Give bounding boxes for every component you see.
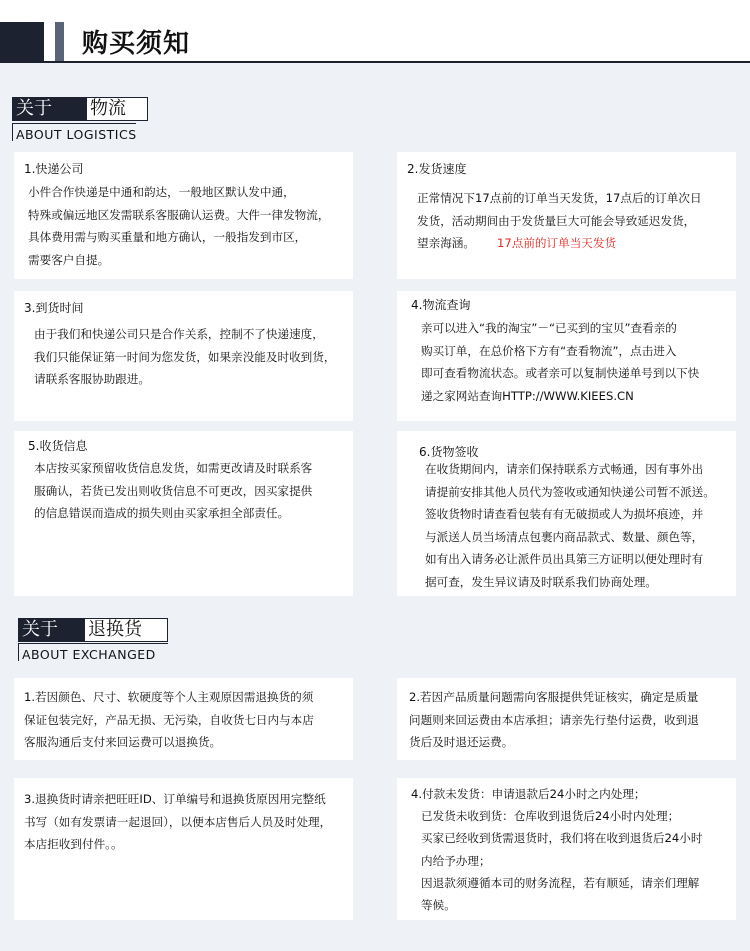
page-title: 购买须知	[82, 29, 191, 59]
exchange-card-4	[397, 778, 736, 920]
card-line: 客服沟通后支付来回运费可以退换货。	[24, 735, 222, 749]
card-line: 的信息错误而造成的损失则由买家承担全部责任。	[34, 506, 290, 520]
logistics-card-6	[397, 431, 736, 596]
card-line: 正常情况下17点前的订单当天发货，17点后的订单次日	[417, 191, 702, 205]
card-line: 递之家网站查询HTTP://WWW.KIEES.CN	[421, 388, 634, 403]
card-line: 买家已经收到货需退货时，我们将在收到退货后24小时	[421, 831, 703, 846]
card-line: 即可查看物流状态。或者亲可以复制快递单号到以下快	[421, 366, 700, 380]
exchange-heading-left: 关于	[18, 618, 84, 642]
exchange-card-3	[14, 778, 353, 920]
card-body	[24, 686, 314, 754]
card-body	[34, 323, 335, 391]
exchange-heading-vline	[18, 643, 19, 661]
logistics-card-1	[14, 152, 353, 279]
logistics-card-2	[397, 152, 736, 279]
header-divider	[0, 61, 750, 63]
card-line: 2.若因产品质量问题需向客服提供凭证核实，确定是质量	[409, 690, 699, 704]
card-line: 3.退换货时请亲把旺旺ID、订单编号和退换货原因用完整纸	[24, 792, 326, 806]
card-title: 4.物流查询	[411, 298, 471, 312]
logistics-heading-underline	[12, 123, 136, 124]
exchange-heading-right: 退换货	[84, 618, 168, 642]
card-line: 服确认，若货已发出则收货信息不可更改，因买家提供	[34, 483, 313, 498]
logistics-card-5	[14, 431, 353, 596]
logistics-heading-vline	[12, 123, 13, 141]
card-title: 2.发货速度	[407, 162, 467, 176]
card-line: 我们只能保证第一时间为您发货，如果亲没能及时收到货，	[34, 349, 336, 364]
card-line: 内给予办理；	[421, 853, 491, 868]
highlight-text: 17点前的订单当天发货	[496, 236, 617, 250]
card-title: 1.快递公司	[24, 162, 84, 176]
logistics-heading-left: 关于	[12, 97, 86, 121]
card-line: 1.若因颜色、尺寸、软硬度等个人主观原因需退换货的须	[24, 690, 314, 704]
card-line: 已发货未收到货：仓库收到退货后24小时内处理；	[421, 809, 680, 824]
card-line: 书写（如有发票请一起退回），以便本店售后人员及时处理，	[24, 814, 332, 829]
logistics-card-4	[397, 291, 736, 421]
card-title: 3.到货时间	[24, 301, 84, 315]
card-line: 与派送人员当场清点包裹内商品款式、数量、颜色等，	[425, 529, 704, 544]
card-line: 购买订单，在总价格下方有“查看物流”，点击进入	[421, 343, 677, 358]
logistics-card-3	[14, 291, 353, 421]
exchange-heading-underline	[18, 643, 168, 644]
card-body	[28, 181, 329, 271]
card-line: 问题则来回运费由本店承担；请亲先行垫付运费，收到退	[409, 712, 699, 727]
card-line: 保证包装完好，产品无损、无污染，自收货七日内与本店	[24, 712, 314, 727]
header-decor-block-dark	[0, 22, 44, 62]
card-body	[425, 458, 715, 593]
card-title: 5.收货信息	[28, 439, 88, 453]
card-line: 请联系客服协助跟进。	[34, 372, 150, 386]
card-line: 据可查，发生异议请及时联系我们协商处理。	[425, 574, 657, 589]
card-line: 具体费用需与购买重量和地方确认，一般指发到市区，	[28, 230, 307, 244]
card-line: 本店拒收到付件。。	[24, 837, 123, 851]
card-line: 如有出入请务必让派件员出具第三方证明以便处理时有	[425, 552, 704, 566]
card-line: 本店按买家预留收货信息发货，如需更改请及时联系客	[34, 461, 313, 475]
card-line: 等候。	[421, 898, 456, 913]
card-line: 亲可以进入“我的淘宝”－“已买到的宝贝”查看亲的	[421, 321, 677, 335]
card-line: 请提前安排其他人员代为签收或通知快递公司暂不派送。	[425, 484, 715, 499]
logistics-heading-right: 物流	[86, 97, 148, 121]
card-body	[409, 686, 699, 754]
card-body	[421, 317, 699, 407]
card-line: 需要客户自提。	[28, 252, 110, 267]
card-line: 小件合作快递是中通和韵达，一般地区默认发中通，	[28, 185, 295, 199]
card-title: 6.货物签收	[419, 445, 479, 459]
card-line: 由于我们和快递公司只是合作关系，控制不了快递速度，	[34, 327, 324, 341]
card-body	[417, 187, 702, 255]
card-line: 4.付款未发货：申请退款后24小时之内处理；	[411, 787, 646, 801]
exchange-card-2	[397, 678, 736, 760]
exchange-card-1	[14, 678, 353, 760]
logistics-heading-en: ABOUT LOGISTICS	[16, 127, 137, 142]
card-line: 发货，活动期间由于发货量巨大可能会导致延迟发货，	[417, 213, 696, 228]
card-line: 望亲海涵。 17点前的订单当天发货	[417, 236, 617, 250]
card-line: 签收货物时请查看包装有有无破损或人为损坏痕迹，并	[425, 507, 704, 521]
header-decor-block-light	[55, 22, 64, 62]
card-line: 特殊或偏远地区发需联系客服确认运费。大件一律发物流，	[28, 207, 330, 222]
card-line: 因退款须遵循本司的财务流程，若有顺延，请亲们理解	[421, 875, 700, 890]
card-line: 在收货期间内，请亲们保持联系方式畅通，因有事外出	[425, 462, 704, 476]
card-body	[411, 783, 702, 916]
card-line: 货后及时退还运费。	[409, 735, 514, 749]
card-body	[34, 457, 312, 525]
card-body	[24, 788, 331, 856]
exchange-heading-en: ABOUT EXCHANGED	[22, 647, 156, 662]
